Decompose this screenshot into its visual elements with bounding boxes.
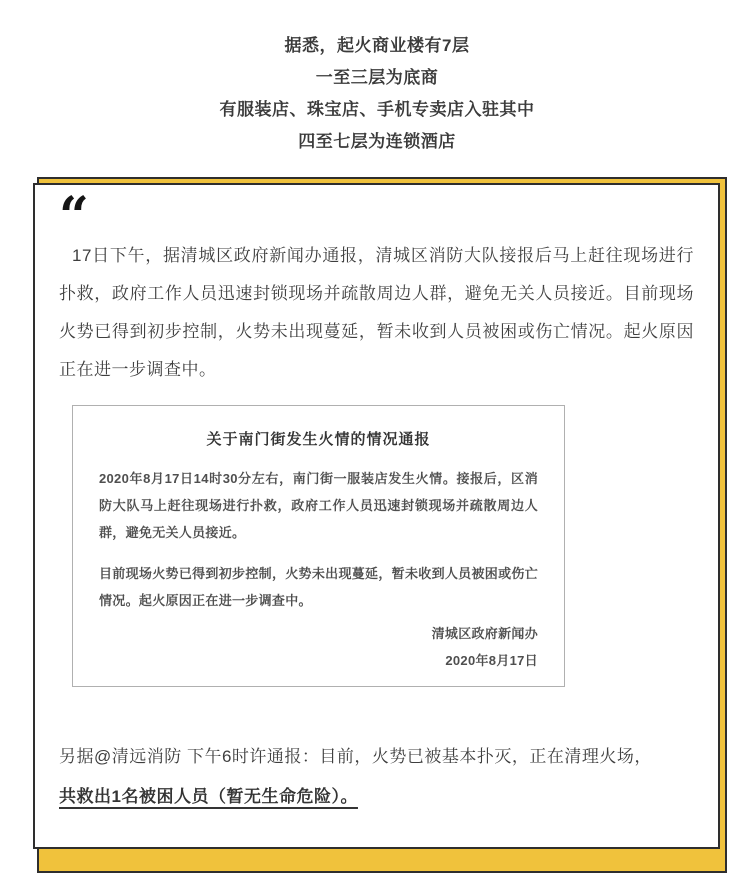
quote-box [33, 183, 720, 849]
notice-paragraph-2: 目前现场火势已得到初步控制，火势未出现蔓延，暂未收到人员被困或伤亡情况。起火原因正在进一步调查中。 [99, 566, 538, 608]
notice-title: 关于南门街发生火情的情况通报 [206, 431, 431, 448]
followup-paragraph [59, 737, 694, 817]
headline-block [0, 0, 754, 158]
notice-signature: 清城区政府新闻办 [431, 626, 538, 641]
headline-line-4: 四至七层为连锁酒店 [298, 132, 456, 151]
headline-line-3: 有服装店、珠宝店、手机专卖店入驻其中 [219, 100, 535, 119]
headline-line-1: 据悉，起火商业楼有7层 [284, 36, 470, 55]
official-notice-card [72, 405, 565, 687]
opening-quote-icon: “ [59, 186, 89, 247]
notice-paragraph-1: 2020年8月17日14时30分左右，南门街一服装店发生火情。接报后，区消防大队马上赶往现场进行扑救，政府工作人员迅速封锁现场并疏散周边人群，避免无关人员接近。 [99, 471, 538, 540]
report-paragraph: 17日下午，据清城区政府新闻办通报，清城区消防大队接报后马上赶往现场进行扑救，政府工作人员迅速封锁现场并疏散周边人群，避免无关人员接近。目前现场火势已得到初步控制，火势未出现蔓延，暂未收到人员被困或伤亡情况。起火原因正在进一步调查中。 [59, 246, 694, 379]
headline-line-2: 一至三层为底商 [315, 68, 439, 87]
quote-section [33, 183, 720, 849]
followup-normal-text: 另据@清远消防 下午6时许通报：目前，火势已被基本扑灭，正在清理火场， [59, 747, 652, 766]
notice-date: 2020年8月17日 [445, 653, 538, 668]
followup-highlight-text: 共救出1名被困人员（暂无生命危险）。 [59, 787, 358, 806]
